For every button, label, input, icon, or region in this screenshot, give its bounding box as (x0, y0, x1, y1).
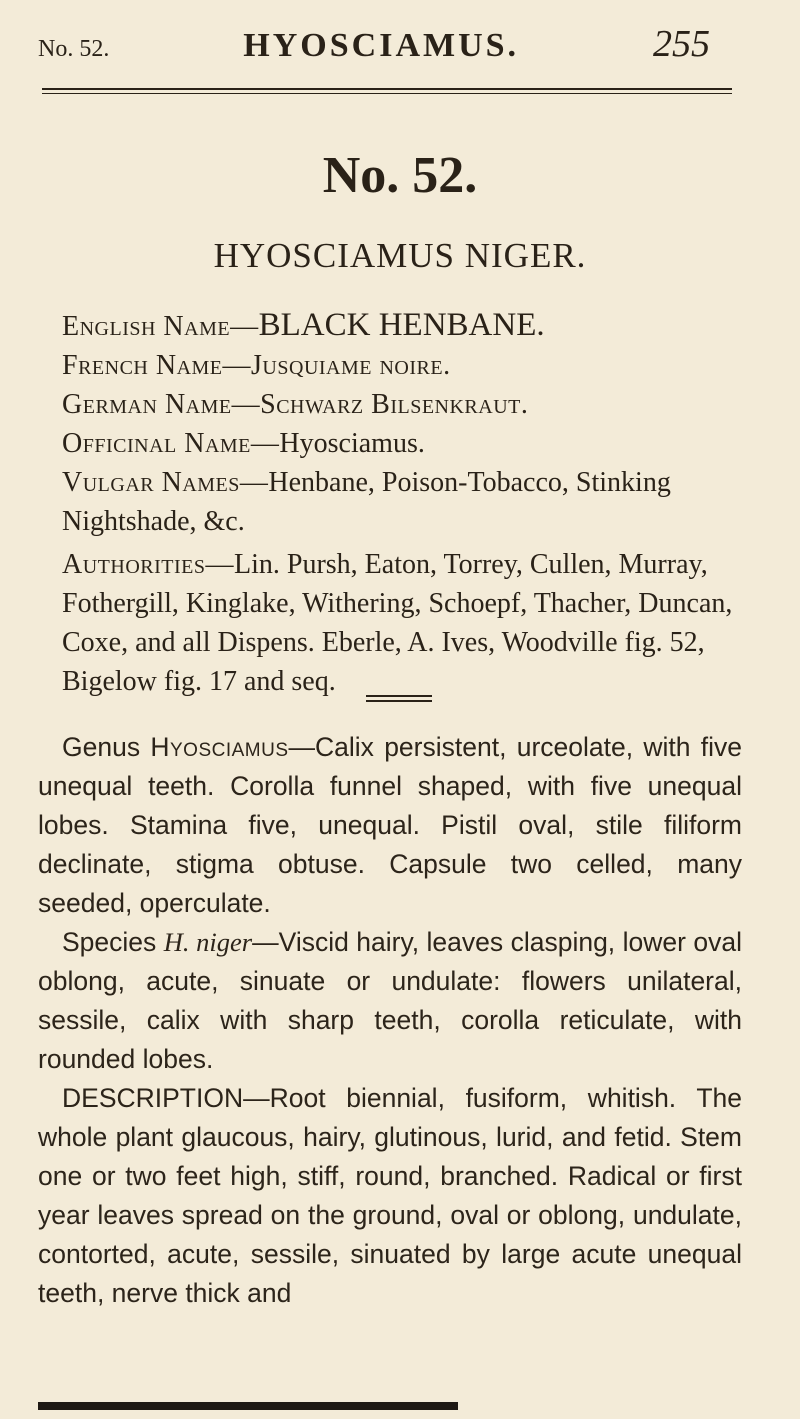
running-head-article-number: No. 52. (38, 36, 110, 62)
officinal-name-label: Officinal Name— (62, 428, 280, 459)
page-number: 255 (653, 23, 710, 65)
authorities-line (62, 545, 742, 701)
officinal-name-value: Hyosciamus. (279, 428, 425, 459)
article-number: No. 52. (322, 147, 478, 204)
authorities-label: Authorities— (62, 549, 234, 580)
genus-paragraph (38, 728, 742, 923)
article-title: HYOSCIAMUS NIGER. (213, 236, 587, 275)
genus-name: Hyosciamus (150, 732, 289, 762)
description-paragraph (38, 1079, 742, 1313)
description-label: DESCRIPTION (62, 1083, 244, 1113)
english-name-line (62, 306, 742, 346)
species-name: H. niger (163, 927, 253, 957)
french-name-label: French Name— (62, 350, 252, 381)
vulgar-names-value: Henbane, Poison-Tobacco, Stinking Nightshade, &c. (62, 467, 671, 537)
german-name-label: German Name— (62, 389, 261, 420)
genus-text: —Calix persistent, urceolate, with five unequal teeth. Corolla funnel shaped, with five unequal lobes. Stamina five, unequal. Pistil oval, stile filiform declinate, stigma obtuse. Capsule two celled, many seeded, operculate. (38, 732, 742, 918)
header-rule (42, 88, 732, 94)
german-name-line (62, 385, 742, 424)
species-text: —Viscid hairy, leaves clasping, lower oval oblong, acute, sinuate or undulate: flowers unilateral, sessile, calix with sharp teeth, corolla reticulate, with rounded lobes. (38, 927, 742, 1074)
authorities-value: Lin. Pursh, Eaton, Torrey, Cullen, Murray, Fothergill, Kinglake, Withering, Schoepf, Thacher, Duncan, Coxe, and all Dispens. Eberle, A. Ives, Woodville fig. 52, Bigelow fig. 17 and seq. (62, 549, 733, 697)
section-divider (366, 695, 432, 702)
vulgar-names-label: Vulgar Names— (62, 467, 269, 498)
running-head (38, 22, 710, 65)
names-section (62, 306, 742, 701)
species-paragraph (38, 923, 742, 1079)
english-name-value: BLACK HENBANE. (258, 307, 545, 343)
running-head-title: HYOSCIAMUS. (243, 27, 520, 64)
french-name-value: Jusquiame noire. (251, 350, 451, 381)
french-name-line (62, 346, 742, 385)
officinal-name-line (62, 424, 742, 463)
species-prefix: Species (62, 927, 164, 957)
description-text: —Root biennial, fusiform, whitish. The whole plant glaucous, hairy, glutinous, lurid, and fetid. Stem one or two feet high, stiff, round, branched. Radical or first year leaves spread on the ground, oval or oblong, undulate, contorted, acute, sessile, sinuated by large acute unequal teeth, nerve thick and (38, 1083, 742, 1308)
body-text (38, 728, 742, 1313)
genus-prefix: Genus (62, 732, 151, 762)
vulgar-names-line (62, 463, 742, 541)
english-name-label: English Name— (62, 311, 259, 342)
german-name-value: Schwarz Bilsenkraut. (260, 389, 529, 420)
page-bottom-edge (38, 1402, 458, 1410)
